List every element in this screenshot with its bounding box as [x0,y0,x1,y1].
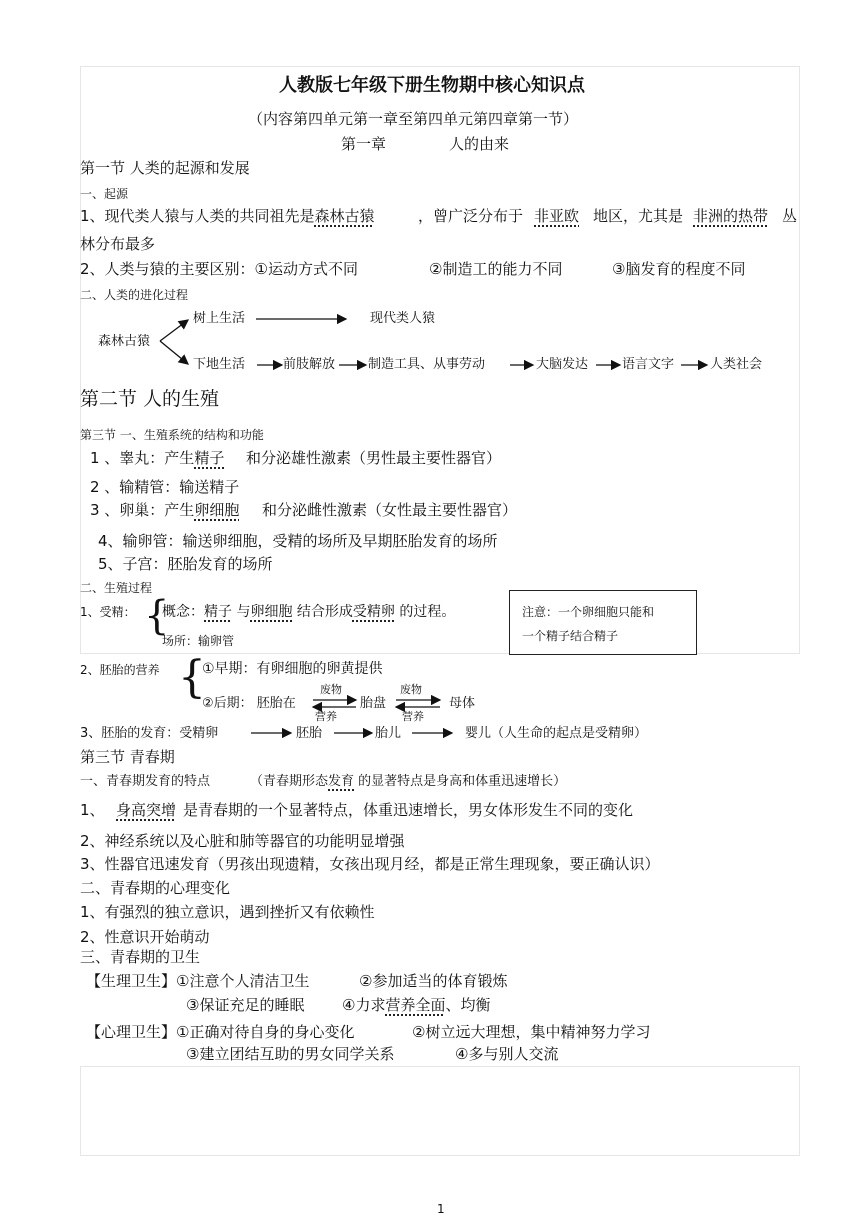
page-title: 人教版七年级下册生物期中核心知识点 [279,75,585,96]
feature-3: 3、性器官迅速发育（男孩出现遗精，女孩出现月经，都是正常生理现象，要正确认识） [80,855,660,873]
feature-2: 2、神经系统以及心脏和肺等器官的功能明显增强 [80,832,405,850]
waste-label-1: 废物 [320,683,342,696]
hygiene-heading: 三、青春期的卫生 [80,948,201,966]
nutrition-label: 2、胚胎的营养 [80,663,160,677]
feature-1a: 1、 [80,801,105,819]
mother: 母体 [449,696,476,711]
difference-3: ③脑发育的程度不同 [612,260,746,278]
origin-line-1-cont: 林分布最多 [80,235,156,253]
section1-sub-evolution: 二、人类的进化过程 [80,288,189,302]
evo-step-brain: 大脑发达 [536,357,589,372]
evo-step-society: 人类社会 [710,357,763,372]
keyword-fert-sperm: 精子 [204,604,232,620]
chapter-name: 人的由来 [449,135,510,153]
difference-1: 2、人类与猿的主要区别：①运动方式不同 [80,260,358,278]
keyword-region: 非亚欧 [534,207,580,225]
keyword-fert-ovum: 卵细胞 [250,604,293,620]
evo-step-forelimb: 前肢解放 [283,357,336,372]
organ-oviduct: 4、输卵管：输送卵细胞，受精的场所及早期胚胎发育的场所 [98,532,498,550]
organ-testis-a: 1 、睾丸：产生 [90,449,195,467]
origin-text-c: 地区，尤其是 [593,207,684,225]
mental-hygiene-1: 【心理卫生】①正确对待自身的身心变化 [86,1023,355,1041]
mental-hygiene-4: ④多与别人交流 [455,1045,559,1063]
organ-ovary-b: 和分泌雌性激素（女性最主要性器官） [262,501,518,519]
section3-heading: 第三节 青春期 [80,748,175,766]
note-line-1: 注意：一个卵细胞只能和 [522,605,655,619]
development-fetus: 胎儿 [375,726,402,741]
fert-c3: 结合形成 [296,604,353,620]
fertilization-label: 1、受精： [80,605,136,619]
keyword-development: 发育 [328,774,355,789]
evo-modern-ape: 现代类人猿 [370,311,436,326]
waste-label-2: 废物 [400,683,422,696]
keyword-zygote: 受精卵 [352,604,395,620]
fertilization-place: 场所：输卵管 [162,634,235,648]
placenta: 胎盘 [360,696,387,711]
nutrient-label-1: 营养 [315,710,337,723]
section2-heading: 第二节 人的生殖 [80,388,220,410]
mental-hygiene-3: ③建立团结互助的男女同学关系 [186,1045,395,1063]
evo-step-language: 语言文字 [622,357,675,372]
ph4-b: 、均衡 [445,996,491,1014]
evo-step-ground: 下地生活 [193,357,246,372]
development-label: 3、胚胎的发育：受精卵 [80,726,219,741]
evo-root: 森林古猿 [98,334,151,349]
psych-1: 1、有强烈的独立意识，遇到挫折又有依赖性 [80,903,375,921]
development-infant: 婴儿（人生命的起点是受精卵） [465,726,648,741]
origin-text-d: 丛 [782,207,798,225]
keyword-nutrition: 营养全面 [385,996,446,1014]
puberty-features: 一、青春期发育的特点 [80,774,211,789]
nutrition-early: ①早期：有卵细胞的卵黄提供 [202,661,383,677]
section1-sub-origin: 一、起源 [80,187,129,201]
chapter-number: 第一章 [341,135,387,153]
organ-vas-deferens: 2 、输精管：输送精子 [90,478,240,496]
psych-2: 2、性意识开始萌动 [80,928,210,946]
fert-c1: 概念： [162,604,204,620]
evo-step-tools: 制造工具、从事劳动 [368,357,486,372]
origin-text-a: 1、现代类人猿与人类的共同祖先是 [80,207,315,225]
physio-hygiene-2: ②参加适当的体育锻炼 [359,972,508,990]
pf-note-a: （青春期形态 [250,774,329,789]
keyword-tropical-africa: 非洲的热带 [693,207,769,225]
origin-text-b: ，曾广泛分布于 [418,207,524,225]
organ-testis-b: 和分泌雄性激素（男性最主要性器官） [246,449,502,467]
fert-c4: 的过程。 [399,604,456,620]
nutrition-late: ②后期： 胚胎在 [202,696,296,711]
nutrient-label-2: 营养 [402,710,424,723]
fert-c2: 与 [236,604,251,620]
note-line-2: 一个精子结合精子 [522,629,619,643]
page-subtitle: （内容第四单元第一章至第四单元第四章第一节） [248,110,579,128]
psych-heading: 二、青春期的心理变化 [80,879,231,897]
organ-ovary-a: 3 、卵巢：产生 [90,501,195,519]
difference-2: ②制造工的能力不同 [429,260,563,278]
physio-hygiene-3: ③保证充足的睡眠 [186,996,305,1014]
physio-hygiene-1: 【生理卫生】①注意个人清洁卫生 [86,972,310,990]
fertilization-brace: { [144,593,170,639]
page-number: 1 [437,1202,445,1216]
nutrition-brace: { [178,652,206,703]
organ-uterus: 5、子宫：胚胎发育的场所 [98,555,273,573]
section2-sub-process: 二、生殖过程 [80,581,153,595]
feature-1b: 是青春期的一个显著特点，体重迅速增长，男女体形发生不同的变化 [183,801,634,819]
keyword-forest-ape: 森林古猿 [314,207,375,225]
section2-sub-structure: 第三节 一、生殖系统的结构和功能 [80,428,264,442]
evo-tree-life: 树上生活 [193,311,246,326]
section1-heading: 第一节 人类的起源和发展 [80,159,250,177]
mental-hygiene-2: ②树立远大理想，集中精神努力学习 [412,1023,651,1041]
pf-note-c: 的显著特点是身高和体重迅速增长） [358,774,567,789]
keyword-ovum: 卵细胞 [194,501,240,519]
keyword-sperm: 精子 [194,449,225,467]
development-embryo: 胚胎 [296,726,323,741]
keyword-height-surge: 身高突增 [116,801,177,819]
ph4-a: ④力求 [342,996,386,1014]
